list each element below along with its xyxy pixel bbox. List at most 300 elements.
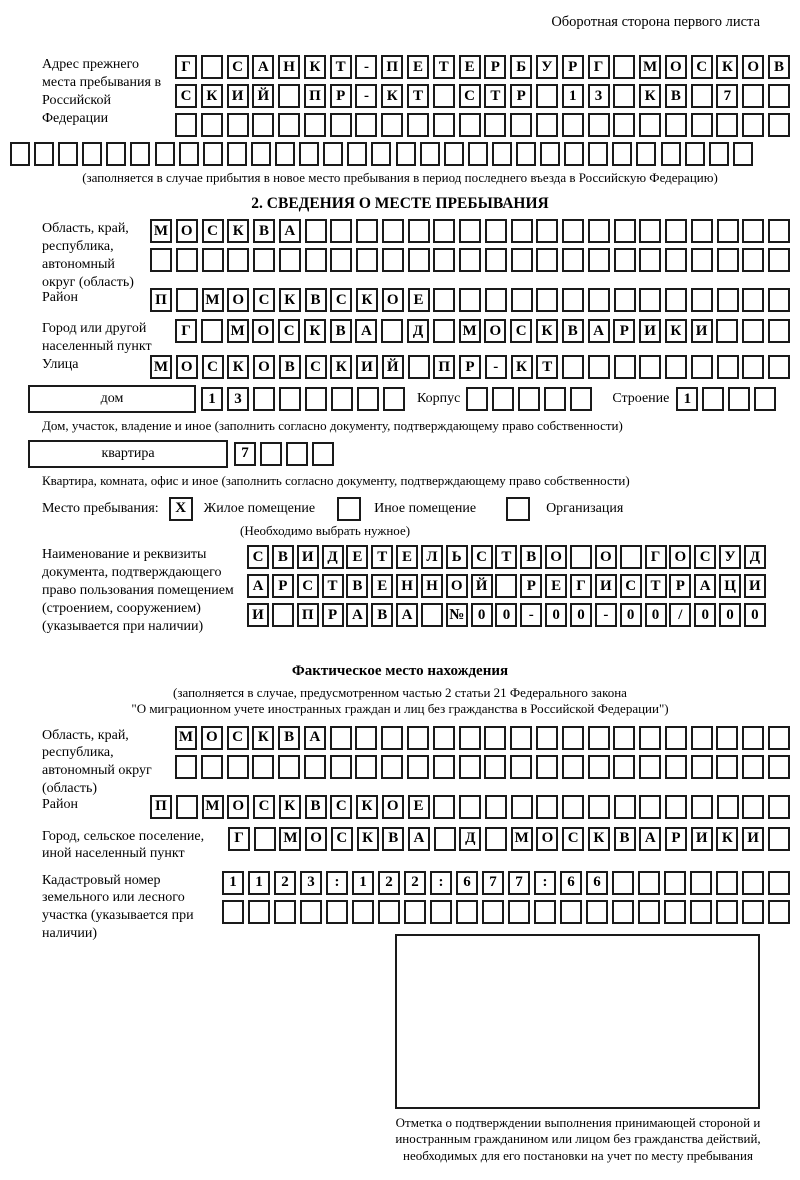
char-cell[interactable]	[155, 142, 175, 166]
char-cell[interactable]: С	[330, 795, 352, 819]
char-cell[interactable]	[636, 142, 656, 166]
char-cell[interactable]: К	[511, 355, 533, 379]
char-cell[interactable]	[459, 113, 481, 137]
char-cell[interactable]	[355, 726, 377, 750]
char-cell[interactable]: Р	[330, 84, 352, 108]
char-cell[interactable]	[536, 84, 558, 108]
char-cell[interactable]: Д	[407, 319, 429, 343]
char-cell[interactable]	[717, 288, 739, 312]
char-cell[interactable]	[742, 355, 764, 379]
checkbox-organization[interactable]	[506, 497, 530, 521]
char-cell[interactable]: Д	[322, 545, 344, 569]
char-cell[interactable]	[433, 755, 455, 779]
char-cell[interactable]: К	[639, 84, 661, 108]
char-cell[interactable]	[613, 755, 635, 779]
char-cell[interactable]	[639, 113, 661, 137]
char-cell[interactable]	[768, 219, 790, 243]
char-cell[interactable]: Т	[371, 545, 393, 569]
char-cell[interactable]	[562, 795, 584, 819]
char-cell[interactable]	[614, 219, 636, 243]
char-cell[interactable]: В	[279, 355, 301, 379]
char-cell[interactable]: 1	[201, 387, 223, 411]
char-cell[interactable]	[742, 113, 764, 137]
char-cell[interactable]: О	[545, 545, 567, 569]
char-cell[interactable]	[381, 319, 403, 343]
char-cell[interactable]: П	[304, 84, 326, 108]
char-cell[interactable]	[570, 545, 592, 569]
char-cell[interactable]	[492, 387, 514, 411]
char-cell[interactable]: П	[433, 355, 455, 379]
char-cell[interactable]	[254, 827, 276, 851]
char-cell[interactable]	[485, 248, 507, 272]
char-cell[interactable]	[304, 113, 326, 137]
char-cell[interactable]	[691, 84, 713, 108]
char-cell[interactable]	[742, 871, 764, 895]
char-cell[interactable]	[251, 142, 271, 166]
char-cell[interactable]	[444, 142, 464, 166]
char-cell[interactable]	[227, 142, 247, 166]
char-cell[interactable]	[130, 142, 150, 166]
char-cell[interactable]	[482, 900, 504, 924]
char-cell[interactable]	[613, 726, 635, 750]
char-cell[interactable]: :	[430, 871, 452, 895]
char-cell[interactable]: О	[484, 319, 506, 343]
char-cell[interactable]: 0	[620, 603, 642, 627]
char-cell[interactable]: 2	[404, 871, 426, 895]
char-cell[interactable]	[690, 900, 712, 924]
char-cell[interactable]: М	[511, 827, 533, 851]
char-cell[interactable]	[588, 755, 610, 779]
char-cell[interactable]: М	[279, 827, 301, 851]
char-cell[interactable]	[768, 319, 790, 343]
char-cell[interactable]	[330, 113, 352, 137]
char-cell[interactable]	[433, 113, 455, 137]
char-cell[interactable]	[511, 219, 533, 243]
char-cell[interactable]: Г	[645, 545, 667, 569]
char-cell[interactable]: Т	[645, 574, 667, 598]
char-cell[interactable]	[717, 795, 739, 819]
char-cell[interactable]: 6	[586, 871, 608, 895]
char-cell[interactable]: Й	[382, 355, 404, 379]
char-cell[interactable]	[355, 113, 377, 137]
char-cell[interactable]	[588, 219, 610, 243]
char-cell[interactable]: Р	[520, 574, 542, 598]
char-cell[interactable]	[222, 900, 244, 924]
char-cell[interactable]: А	[252, 55, 274, 79]
char-cell[interactable]: О	[595, 545, 617, 569]
char-cell[interactable]	[665, 795, 687, 819]
char-cell[interactable]: Е	[459, 55, 481, 79]
char-cell[interactable]	[286, 442, 308, 466]
char-cell[interactable]: 0	[495, 603, 517, 627]
char-cell[interactable]: С	[253, 795, 275, 819]
char-cell[interactable]	[614, 355, 636, 379]
char-cell[interactable]: С	[253, 288, 275, 312]
char-cell[interactable]: О	[176, 219, 198, 243]
char-cell[interactable]: О	[536, 827, 558, 851]
char-cell[interactable]: И	[247, 603, 269, 627]
char-cell[interactable]: К	[356, 288, 378, 312]
char-cell[interactable]: Д	[459, 827, 481, 851]
char-cell[interactable]	[664, 900, 686, 924]
char-cell[interactable]	[176, 288, 198, 312]
char-cell[interactable]	[691, 355, 713, 379]
char-cell[interactable]: А	[588, 319, 610, 343]
char-cell[interactable]	[279, 248, 301, 272]
char-cell[interactable]: -	[595, 603, 617, 627]
char-cell[interactable]	[536, 755, 558, 779]
char-cell[interactable]	[665, 288, 687, 312]
char-cell[interactable]: Р	[510, 84, 532, 108]
char-cell[interactable]	[484, 726, 506, 750]
char-cell[interactable]	[356, 219, 378, 243]
char-cell[interactable]	[685, 142, 705, 166]
char-cell[interactable]	[639, 248, 661, 272]
char-cell[interactable]	[588, 288, 610, 312]
char-cell[interactable]: 1	[352, 871, 374, 895]
char-cell[interactable]: С	[694, 545, 716, 569]
char-cell[interactable]	[456, 900, 478, 924]
char-cell[interactable]: У	[719, 545, 741, 569]
char-cell[interactable]	[613, 113, 635, 137]
char-cell[interactable]: Е	[408, 288, 430, 312]
char-cell[interactable]: С	[510, 319, 532, 343]
char-cell[interactable]: У	[536, 55, 558, 79]
char-cell[interactable]: И	[227, 84, 249, 108]
char-cell[interactable]: В	[330, 319, 352, 343]
char-cell[interactable]: С	[247, 545, 269, 569]
char-cell[interactable]	[299, 142, 319, 166]
char-cell[interactable]	[639, 355, 661, 379]
char-cell[interactable]	[768, 871, 790, 895]
char-cell[interactable]	[768, 84, 790, 108]
char-cell[interactable]: В	[371, 603, 393, 627]
char-cell[interactable]	[10, 142, 30, 166]
char-cell[interactable]: К	[201, 84, 223, 108]
char-cell[interactable]: Р	[272, 574, 294, 598]
char-cell[interactable]	[382, 219, 404, 243]
char-cell[interactable]	[588, 726, 610, 750]
char-cell[interactable]	[536, 219, 558, 243]
char-cell[interactable]	[510, 113, 532, 137]
char-cell[interactable]	[459, 755, 481, 779]
char-cell[interactable]: Г	[228, 827, 250, 851]
char-cell[interactable]	[536, 248, 558, 272]
char-cell[interactable]	[768, 827, 790, 851]
char-cell[interactable]: С	[620, 574, 642, 598]
char-cell[interactable]	[323, 142, 343, 166]
char-cell[interactable]	[175, 113, 197, 137]
char-cell[interactable]: 1	[248, 871, 270, 895]
char-cell[interactable]: С	[227, 726, 249, 750]
char-cell[interactable]	[383, 387, 405, 411]
char-cell[interactable]	[665, 755, 687, 779]
char-cell[interactable]: В	[768, 55, 790, 79]
char-cell[interactable]	[664, 871, 686, 895]
char-cell[interactable]	[518, 387, 540, 411]
char-cell[interactable]: Д	[744, 545, 766, 569]
char-cell[interactable]: О	[305, 827, 327, 851]
char-cell[interactable]	[252, 755, 274, 779]
char-cell[interactable]: 3	[227, 387, 249, 411]
char-cell[interactable]: 3	[300, 871, 322, 895]
char-cell[interactable]: В	[382, 827, 404, 851]
char-cell[interactable]	[330, 219, 352, 243]
char-cell[interactable]	[588, 248, 610, 272]
char-cell[interactable]: М	[202, 288, 224, 312]
char-cell[interactable]: М	[175, 726, 197, 750]
char-cell[interactable]: А	[408, 827, 430, 851]
char-cell[interactable]: Р	[484, 55, 506, 79]
char-cell[interactable]: Т	[495, 545, 517, 569]
char-cell[interactable]	[355, 755, 377, 779]
char-cell[interactable]	[768, 795, 790, 819]
char-cell[interactable]	[408, 219, 430, 243]
char-cell[interactable]: В	[272, 545, 294, 569]
char-cell[interactable]: К	[356, 795, 378, 819]
char-cell[interactable]	[459, 288, 481, 312]
char-cell[interactable]	[510, 726, 532, 750]
char-cell[interactable]	[570, 387, 592, 411]
char-cell[interactable]	[768, 248, 790, 272]
char-cell[interactable]: В	[665, 84, 687, 108]
char-cell[interactable]	[421, 603, 443, 627]
char-cell[interactable]: 0	[645, 603, 667, 627]
char-cell[interactable]: К	[304, 55, 326, 79]
char-cell[interactable]	[709, 142, 729, 166]
char-cell[interactable]	[691, 113, 713, 137]
char-cell[interactable]	[484, 755, 506, 779]
char-cell[interactable]	[588, 355, 610, 379]
char-cell[interactable]	[588, 113, 610, 137]
char-cell[interactable]	[396, 142, 416, 166]
char-cell[interactable]: В	[305, 288, 327, 312]
char-cell[interactable]	[613, 84, 635, 108]
char-cell[interactable]	[516, 142, 536, 166]
char-cell[interactable]	[665, 355, 687, 379]
char-cell[interactable]: С	[330, 288, 352, 312]
char-cell[interactable]: 0	[694, 603, 716, 627]
char-cell[interactable]	[278, 113, 300, 137]
char-cell[interactable]: Е	[407, 55, 429, 79]
char-cell[interactable]: А	[639, 827, 661, 851]
char-cell[interactable]: В	[278, 726, 300, 750]
char-cell[interactable]	[562, 288, 584, 312]
char-cell[interactable]	[176, 795, 198, 819]
char-cell[interactable]: Т	[407, 84, 429, 108]
char-cell[interactable]	[742, 726, 764, 750]
char-cell[interactable]: К	[716, 55, 738, 79]
char-cell[interactable]: М	[150, 219, 172, 243]
char-cell[interactable]: 7	[716, 84, 738, 108]
char-cell[interactable]	[614, 288, 636, 312]
char-cell[interactable]	[381, 755, 403, 779]
char-cell[interactable]: С	[202, 355, 224, 379]
char-cell[interactable]	[459, 248, 481, 272]
char-cell[interactable]	[733, 142, 753, 166]
char-cell[interactable]	[661, 142, 681, 166]
char-cell[interactable]	[347, 142, 367, 166]
char-cell[interactable]	[639, 795, 661, 819]
char-cell[interactable]	[305, 248, 327, 272]
char-cell[interactable]: С	[471, 545, 493, 569]
char-cell[interactable]: /	[669, 603, 691, 627]
char-cell[interactable]	[459, 726, 481, 750]
char-cell[interactable]	[466, 387, 488, 411]
char-cell[interactable]: А	[694, 574, 716, 598]
char-cell[interactable]: Г	[175, 319, 197, 343]
char-cell[interactable]	[612, 871, 634, 895]
char-cell[interactable]	[691, 726, 713, 750]
char-cell[interactable]: О	[669, 545, 691, 569]
char-cell[interactable]	[742, 84, 764, 108]
char-cell[interactable]	[356, 248, 378, 272]
char-cell[interactable]	[562, 219, 584, 243]
char-cell[interactable]: Ц	[719, 574, 741, 598]
char-cell[interactable]: К	[279, 795, 301, 819]
char-cell[interactable]	[407, 755, 429, 779]
char-cell[interactable]	[742, 319, 764, 343]
char-cell[interactable]	[485, 827, 507, 851]
char-cell[interactable]	[562, 355, 584, 379]
char-cell[interactable]	[536, 726, 558, 750]
char-cell[interactable]	[540, 142, 560, 166]
char-cell[interactable]	[202, 248, 224, 272]
char-cell[interactable]: И	[639, 319, 661, 343]
char-cell[interactable]: №	[446, 603, 468, 627]
char-cell[interactable]: Е	[346, 545, 368, 569]
char-cell[interactable]	[433, 795, 455, 819]
char-cell[interactable]: С	[202, 219, 224, 243]
char-cell[interactable]	[665, 726, 687, 750]
char-cell[interactable]: Ь	[446, 545, 468, 569]
char-cell[interactable]: С	[305, 355, 327, 379]
char-cell[interactable]: С	[562, 827, 584, 851]
char-cell[interactable]	[106, 142, 126, 166]
char-cell[interactable]: С	[227, 55, 249, 79]
char-cell[interactable]	[612, 142, 632, 166]
char-cell[interactable]: 0	[471, 603, 493, 627]
char-cell[interactable]: Р	[562, 55, 584, 79]
checkbox-other-premises[interactable]	[337, 497, 361, 521]
char-cell[interactable]	[430, 900, 452, 924]
char-cell[interactable]	[691, 248, 713, 272]
char-cell[interactable]	[511, 795, 533, 819]
char-cell[interactable]: Л	[421, 545, 443, 569]
char-cell[interactable]: А	[304, 726, 326, 750]
char-cell[interactable]	[253, 248, 275, 272]
char-cell[interactable]	[564, 142, 584, 166]
char-cell[interactable]	[248, 900, 270, 924]
char-cell[interactable]	[381, 113, 403, 137]
char-cell[interactable]	[665, 113, 687, 137]
char-cell[interactable]: Е	[408, 795, 430, 819]
char-cell[interactable]: М	[227, 319, 249, 343]
char-cell[interactable]: Г	[175, 55, 197, 79]
char-cell[interactable]	[227, 248, 249, 272]
char-cell[interactable]: Н	[396, 574, 418, 598]
char-cell[interactable]	[485, 795, 507, 819]
char-cell[interactable]	[702, 387, 724, 411]
char-cell[interactable]: В	[520, 545, 542, 569]
char-cell[interactable]	[407, 113, 429, 137]
char-cell[interactable]: К	[381, 84, 403, 108]
char-cell[interactable]	[404, 900, 426, 924]
char-cell[interactable]	[278, 84, 300, 108]
char-cell[interactable]	[179, 142, 199, 166]
char-cell[interactable]: -	[520, 603, 542, 627]
char-cell[interactable]	[691, 755, 713, 779]
char-cell[interactable]: О	[446, 574, 468, 598]
char-cell[interactable]	[716, 755, 738, 779]
char-cell[interactable]	[433, 248, 455, 272]
char-cell[interactable]: О	[665, 55, 687, 79]
char-cell[interactable]: К	[536, 319, 558, 343]
char-cell[interactable]	[638, 900, 660, 924]
char-cell[interactable]	[717, 355, 739, 379]
char-cell[interactable]: Г	[570, 574, 592, 598]
char-cell[interactable]	[433, 319, 455, 343]
char-cell[interactable]	[716, 900, 738, 924]
char-cell[interactable]: О	[253, 355, 275, 379]
char-cell[interactable]: В	[614, 827, 636, 851]
char-cell[interactable]	[562, 113, 584, 137]
char-cell[interactable]	[326, 900, 348, 924]
char-cell[interactable]: С	[175, 84, 197, 108]
char-cell[interactable]: М	[459, 319, 481, 343]
char-cell[interactable]: А	[396, 603, 418, 627]
char-cell[interactable]	[433, 288, 455, 312]
char-cell[interactable]	[150, 248, 172, 272]
char-cell[interactable]: Е	[396, 545, 418, 569]
char-cell[interactable]	[201, 113, 223, 137]
char-cell[interactable]	[201, 319, 223, 343]
char-cell[interactable]: П	[381, 55, 403, 79]
char-cell[interactable]: О	[227, 288, 249, 312]
char-cell[interactable]	[275, 142, 295, 166]
char-cell[interactable]	[613, 55, 635, 79]
char-cell[interactable]	[468, 142, 488, 166]
char-cell[interactable]	[305, 219, 327, 243]
char-cell[interactable]	[665, 219, 687, 243]
char-cell[interactable]: Р	[669, 574, 691, 598]
char-cell[interactable]: П	[297, 603, 319, 627]
char-cell[interactable]: 3	[588, 84, 610, 108]
char-cell[interactable]: А	[346, 603, 368, 627]
char-cell[interactable]	[620, 545, 642, 569]
char-cell[interactable]: :	[534, 871, 556, 895]
char-cell[interactable]	[175, 755, 197, 779]
char-cell[interactable]: 1	[676, 387, 698, 411]
char-cell[interactable]	[274, 900, 296, 924]
char-cell[interactable]	[495, 574, 517, 598]
char-cell[interactable]: Т	[322, 574, 344, 598]
char-cell[interactable]	[742, 219, 764, 243]
char-cell[interactable]	[253, 387, 275, 411]
char-cell[interactable]: К	[330, 355, 352, 379]
char-cell[interactable]: 7	[482, 871, 504, 895]
char-cell[interactable]: 6	[560, 871, 582, 895]
char-cell[interactable]	[272, 603, 294, 627]
char-cell[interactable]	[485, 219, 507, 243]
char-cell[interactable]	[560, 900, 582, 924]
char-cell[interactable]: П	[150, 795, 172, 819]
char-cell[interactable]: 0	[744, 603, 766, 627]
char-cell[interactable]: К	[227, 355, 249, 379]
char-cell[interactable]	[381, 726, 403, 750]
char-cell[interactable]	[768, 355, 790, 379]
char-cell[interactable]: Р	[459, 355, 481, 379]
